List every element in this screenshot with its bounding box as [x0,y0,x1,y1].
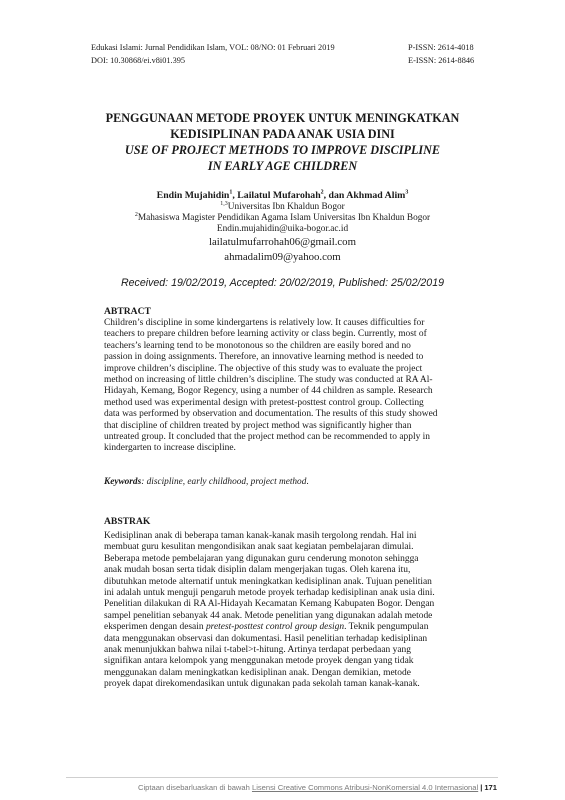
keywords-text: : discipline, early childhood, project method [141,477,307,487]
affiliation-1-text: Universitas Ibn Khaldun Bogor [227,202,345,212]
issn-header [408,41,474,67]
abstract-id-line: menggunakan dalam meningkatkan kedisiplinan anak. Dengan demikian, metode [104,667,411,678]
abstract-id-line-end: . Teknik pengumpulan [344,622,429,633]
title-en-line1: USE OF PROJECT METHODS TO IMPROVE DISCIPLINE [124,143,441,157]
license-link[interactable]: Lisensi Creative Commons Atribusi-NonKomersial 4.0 Internasional [251,783,479,792]
abstract-id-body [104,531,474,691]
journal-header [91,41,335,67]
footer-prefix: Ciptaan disebarluaskan di bawah [137,783,252,792]
eissn: E-ISSN: 2614-8846 [408,56,475,65]
author-1: Endin Mujahidin [156,190,230,201]
article-title [60,110,505,174]
email-1: Endin.mujahidin@uika-bogor.ac.id [216,224,349,234]
author-names [60,190,505,202]
author-3-sup: 3 [405,189,409,196]
abstract-id-line: membuat guru kesulitan mengondisikan anak saat kegiatan pembelajaran dimulai. [104,542,414,553]
abstract-en-line: Hidayah, Kemang, Bogor Regency, using a number of 44 children as sample. Research [104,386,433,397]
title-en-line2: IN EARLY AGE CHILDREN [207,159,358,173]
abstract-en-line: teachers to prepare children before learning activity or class begin. Currently, most of [104,329,427,340]
abstract-en-line: method on increasing of little children’s discipline. The study was conducted at RA Al- [104,375,433,386]
abstract-id-line: sampel penelitian sebanyak 44 anak. Metode penelitian yang digunakan adalah metode [104,610,433,621]
abstract-en-line: passion in doing assignments. Therefore, an innovative learning method is needed to [104,352,424,363]
abstract-id-line: dibutuhkan metode alternatif untuk meningkatkan kedisiplinan anak. Tujuan penelitian [104,576,432,587]
doi: DOI: 10.30868/ei.v8i01.395 [91,56,186,65]
page-number: 171 [484,783,497,792]
author-3: , dan Akhmad Alim [323,190,406,201]
affiliation-2-text: Mahasiswa Magister Pendidikan Agama Islam Universitas Ibn Khaldun Bogor [137,213,431,223]
author-1-sup: 1 [229,189,233,196]
affiliation-1 [60,202,505,213]
author-2-sup: 2 [320,189,324,196]
abstract-en-line: Children’s discipline in some kindergartens is relatively low. It causes difficulties for [104,318,425,328]
abstract-id-line: ini adalah untuk menguji pengaruh metode proyek terhadap kedisiplinan anak usia dini. [104,588,435,599]
abstract-en-line: improve children’s discipline. The objective of this study was to evaluate the project [104,363,423,374]
abstract-en-line: method used was experimental design with pretest-posttest control group. Collecting [104,397,424,408]
abstract-english [104,306,474,455]
journal-line: Edukasi Islami: Jurnal Pendidikan Islam, VOL: 08/NO: 01 Februari 2019 [91,43,335,52]
abstract-id-line: proyek dapat direkomendasikan untuk digunakan pada sekolah taman kanak-kanak. [104,679,420,690]
abstract-id-line-start: eksperimen dengan desain [104,622,206,633]
abstract-id-line: Penelitian dilakukan di RA Al-Hidayah Kecamatan Kemang Kabupaten Bogor. Dengan [104,599,435,610]
abstract-id-line: anak mudah bosan serta tidak disiplin dalam mengerjakan tugas. Oleh karena itu, [104,565,411,576]
title-id-line2: KEDISIPLINAN PADA ANAK USIA DINI [170,127,395,141]
affiliation-1-sup: 1,3 [220,200,228,207]
authors-block [60,190,505,265]
footer-separator: | [480,783,483,792]
keywords [104,476,474,488]
footer [138,783,497,792]
abstract-id-line: Beberapa metode pembelajaran yang digunakan guru cenderung monoton sehingga [104,553,419,564]
title-id-line1: PENGGUNAAN METODE PROYEK UNTUK MENINGKATKAN [105,111,460,125]
keywords-end: . [306,477,309,487]
abstract-en-line: teachers’s learning tend to be monotonous so the children are easily bored and no [104,340,411,351]
abstract-id-line: anak menunjukkan bahwa nilai t-tabel>t-hitung. Artinya terdapat perbedaan yang [104,645,411,656]
abstract-indonesian [104,516,474,691]
abstract-id-line: Kedisiplinan anak di beberapa taman kanak-kanak masih tergolong rendah. Hal ini [104,531,417,541]
email-2: lailatulmufarrohah06@gmail.com [209,236,356,248]
abstract-id-line: signifikan antara kelompok yang menggunakan metode proyek dengan yang tidak [104,656,414,667]
pissn: P-ISSN: 2614-4018 [408,43,474,52]
abstract-id-italic: pretest-posttest control group design [205,622,345,633]
keywords-label: Keywords [104,477,142,487]
abstract-id-heading: ABSTRAK [104,516,151,527]
abstract-en-line: untreated group. It concluded that the project method can be recommended to apply in [104,432,431,443]
affiliation-2 [60,213,505,224]
abstract-en-heading: ABTRACT [104,306,151,317]
author-2: , Lailatul Mufarohah [232,190,321,201]
abstract-en-line: kindergarten to increase discipline. [104,443,236,454]
footer-divider [66,777,498,778]
abstract-en-body [104,318,474,455]
email-3: ahmadalim09@yahoo.com [224,251,341,263]
abstract-en-line: data was performed by observation and documentation. The results of this study showed [104,409,438,420]
received-dates: Received: 19/02/2019, Accepted: 20/02/2019, Published: 25/02/2019 [121,277,444,289]
affiliation-2-sup: 2 [134,211,138,218]
abstract-id-line: data menggunakan observasi dan dokumentasi. Hasil penelitian terhadap kedisiplinan [104,633,428,644]
abstract-en-line: that discipline of children treated by project method was significantly higher than [104,420,412,431]
abstract-id-line [104,622,474,633]
